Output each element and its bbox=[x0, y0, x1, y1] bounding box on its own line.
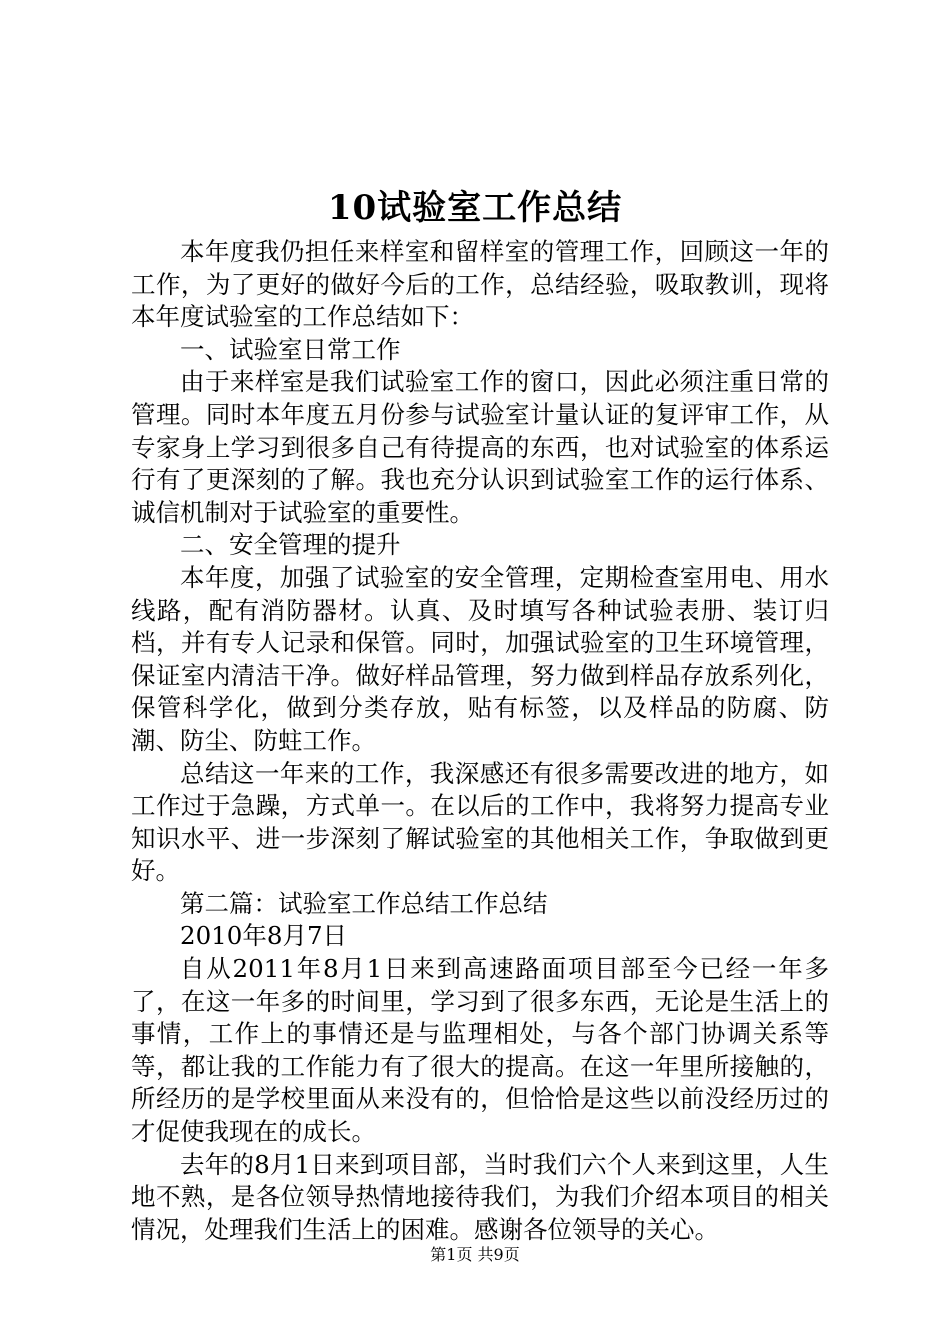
paragraph-safety: 本年度，加强了试验室的安全管理，定期检查室用电、用水线路，配有消防器材。认真、及时填写各种试验表册、装订归档，并有专人记录和保管。同时，加强试验室的卫生环境管理，保证室内清洁干净。做好样品管理，努力做到样品存放系列化，保管科学化，做到分类存放，贴有标签，以及样品的防腐、防潮、防尘、防蛀工作。 bbox=[131, 562, 829, 755]
section-heading-part-two: 第二篇：试验室工作总结工作总结 bbox=[180, 888, 548, 918]
page-footer: 第1页 共9页 bbox=[430, 1245, 520, 1264]
paragraph-summary: 总结这一年来的工作，我深感还有很多需要改进的地方，如工作过于急躁，方式单一。在以后的工作中，我将努力提高专业知识水平、进一步深刻了解试验室的其他相关工作，争取做到更好。 bbox=[131, 758, 829, 886]
section-heading-daily-work: 一、试验室日常工作 bbox=[180, 334, 401, 364]
paragraph-intro: 本年度我仍担任来样室和留样室的管理工作，回顾这一年的工作，为了更好的做好今后的工作，总结经验，吸取教训，现将本年度试验室的工作总结如下： bbox=[131, 237, 829, 332]
document-title: 10试验室工作总结 bbox=[327, 188, 623, 228]
paragraph-project: 自从2011年8月1日来到高速路面项目部至今已经一年多了，在这一年多的时间里，学习到了很多东西，无论是生活上的事情，工作上的事情还是与监理相处，与各个部门协调关系等等，都让我的工作能力有了很大的提高。在这一年里所接触的，所经历的是学校里面从来没有的，但恰恰是这些以前没经历过的才促使我现在的成长。 bbox=[131, 954, 829, 1147]
section-heading-safety: 二、安全管理的提升 bbox=[180, 530, 401, 560]
date-line: 2010年8月7日 bbox=[180, 921, 348, 951]
paragraph-arrival: 去年的8月1日来到项目部，当时我们六个人来到这里，人生地不熟，是各位领导热情地接待我们，为我们介绍本项目的相关情况，处理我们生活上的困难。感谢各位领导的关心。 bbox=[131, 1149, 829, 1244]
paragraph-daily-work: 由于来样室是我们试验室工作的窗口，因此必须注重日常的管理。同时本年度五月份参与试验室计量认证的复评审工作，从专家身上学习到很多自己有待提高的东西，也对试验室的体系运行有了更深刻的了解。我也充分认识到试验室工作的运行体系、诚信机制对于试验室的重要性。 bbox=[131, 367, 829, 527]
document-body bbox=[131, 236, 829, 1246]
